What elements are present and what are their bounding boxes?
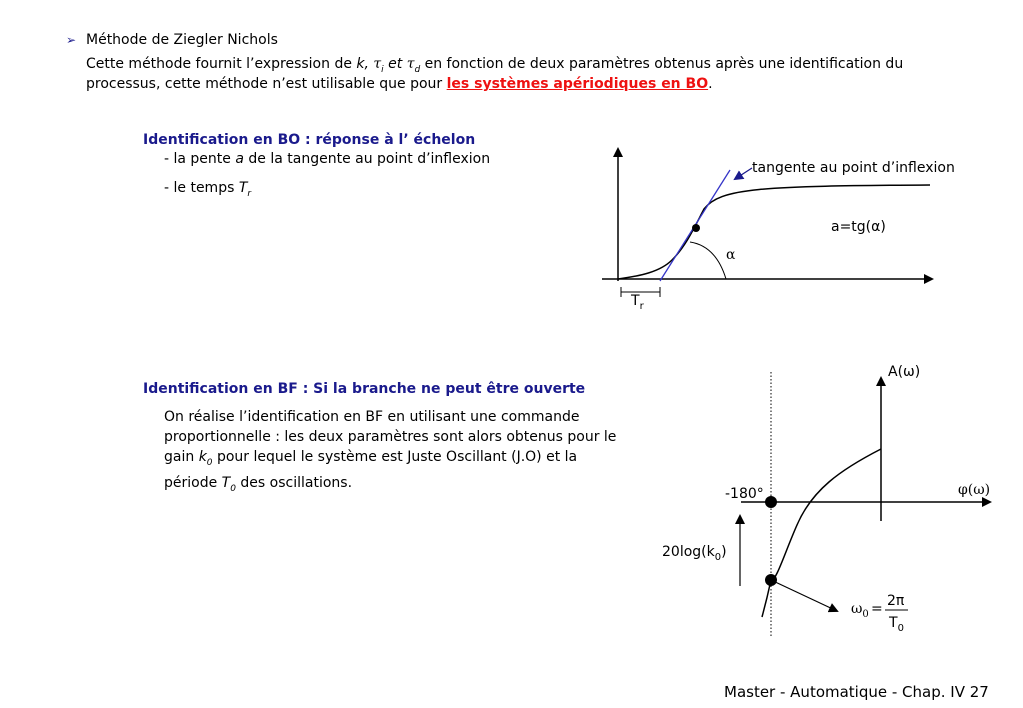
tangent-label: tangente au point d’inflexion (752, 160, 955, 176)
intro-line-1: Cette méthode fournit l’expression de k, $\tau_i$ et $\tau_d$ en fonction de deux paramètres obtenus après une identification du (86, 56, 904, 75)
minus180-point (765, 496, 777, 508)
equals-sign: = (871, 601, 883, 617)
bf-frequency-figure (662, 364, 990, 636)
slope-formula: a=tg(α) (831, 219, 886, 235)
minus180-label: -180° (725, 486, 764, 502)
phi-omega-label: φ(ω) (958, 482, 991, 498)
bo-heading: Identification en BO : réponse à l’ échelon (143, 132, 476, 148)
a-omega-label: A(ω) (888, 364, 921, 380)
critical-point (765, 574, 777, 586)
inflexion-point (692, 224, 700, 232)
fraction-denominator: $T_0$ (889, 615, 904, 634)
alpha-arc (690, 242, 726, 279)
aperiodic-systems-highlight: les systèmes apériodiques en BO (446, 76, 709, 92)
footer: Master - Automatique - Chap. IV 27 (724, 683, 989, 701)
arrow-bullet-icon: ➢ (66, 33, 77, 47)
bo-step-response-figure (602, 149, 955, 312)
gain-label: $20\log(k_0)$ (662, 544, 727, 563)
bo-item-slope: - la pente a de la tangente au point d’inflexion (164, 151, 491, 167)
fraction-numerator: 2π (887, 593, 905, 609)
bf-paragraph: On réalise l’identification en BF en utilisant une commande proportionnelle : les deux paramètres sont alors obtenus pour le gain $k_0$ pour lequel le système est Juste Oscillant (J.O) et la période $T_0$ des oscillations. (164, 409, 617, 494)
intro-line-2: processus, cette méthode n’est utilisable que pour les systèmes apériodiques en BO. (86, 76, 713, 92)
bf-curve (762, 449, 881, 617)
tangent-label-pointer (735, 168, 752, 179)
omega0-label: $\omega_0$ (851, 601, 869, 620)
bo-item-time: - le temps $T_r$ (164, 180, 252, 199)
omega0-arrow (771, 580, 837, 611)
tr-label: $T_r$ (631, 293, 644, 312)
alpha-label: α (726, 247, 736, 263)
bf-heading: Identification en BF : Si la branche ne peut être ouverte (143, 381, 586, 397)
section-title: Méthode de Ziegler Nichols (86, 32, 278, 48)
